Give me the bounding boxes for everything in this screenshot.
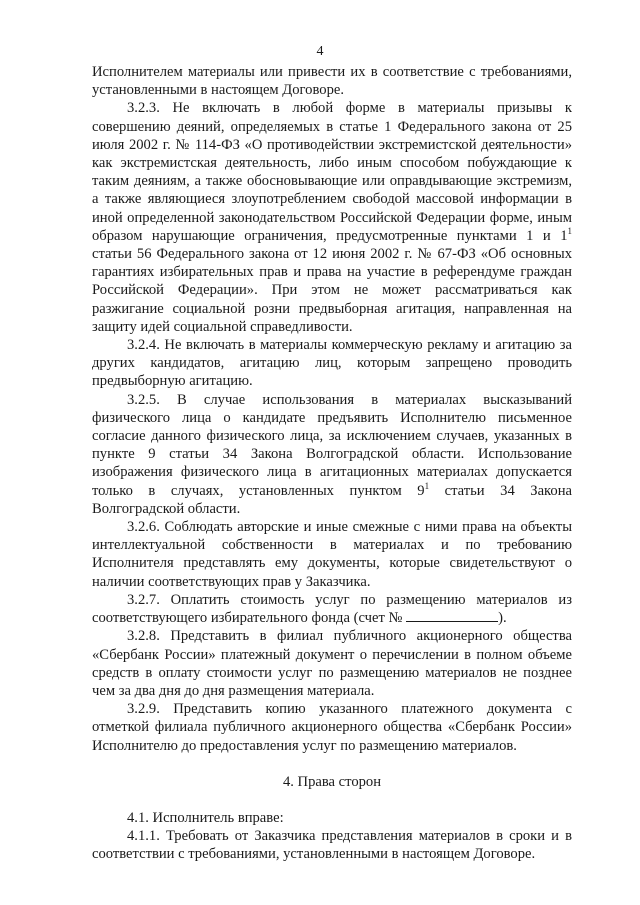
clause-text: Оплатить стоимость услуг по размещению материалов из соответствующего избирательного фонда (счет № [92,591,572,627]
clause-number: 3.2.3. [127,100,160,117]
superscript: 1 [424,480,430,491]
paragraph-3-2-9 [92,700,572,755]
clause-text: Не включать в любой форме в материалы призывы к совершению деяний, определяемых в статье 1 Федерального закона от 25 июля 2002 г. № 114-ФЗ «О противодействии экстремистской деятельности» как экстремистская деятельность, либо иным способом побуждающие к таким деяниям, а также обосновывающие или оправдывающие экстремизм, а также являющиеся злоупотреблением свободой массовой информации в иной определенной законодательством Российской Федерации форме, иным образом нарушающие ограничения, предусмотренные пунктами 1 и 1 [92,100,572,244]
clause-number: 3.2.8. [127,628,160,645]
clause-number: 3.2.7. [127,591,160,608]
paragraph-3-2-7 [92,591,572,627]
document-body [92,63,572,864]
clause-text: Соблюдать авторские и иные смежные с ними права на объекты интеллектуальной собственности в материалах и по требованию Исполнителя представлять ему документы, которые свидетельствуют о наличии соответствующих прав у Заказчика. [92,519,572,590]
clause-text: В случае использования в материалах высказываний физического лица о кандидате предъявить Исполнителю письменное согласие данного физического лица, за исключением случаев, указанных в пункте 9 статьи 34 Закона Волгоградской области. Использование изображения физического лица в агитационных материалах допускается только в случаях, установленных пунктом 9 [92,391,572,499]
paragraph-3-2-8 [92,627,572,700]
paragraph-3-2-6 [92,518,572,591]
paragraph-3-2-4 [92,336,572,391]
clause-number: 3.2.5. [127,391,160,408]
clause-text: Представить в филиал публичного акционерного общества «Сбербанк России» платежный документ о перечислении в полном объеме средств в оплату стоимости услуг по размещению материалов не позднее чем за два дня до дня размещения материала. [92,628,572,699]
clause-text: статьи 34 Закона Волгоградской области. [92,482,572,517]
spacer [92,755,572,773]
spacer [92,791,572,809]
clause-text: статьи 56 Федерального закона от 12 июня 2002 г. № 67-ФЗ «Об основных гарантиях избирательных прав и права на участие в референдуме граждан Российской Федерации». При этом не может рассматриваться как разжигание социальной розни предвыборная агитация, направленная на защиту идей социальной справедливости. [92,246,572,335]
clause-text: Представить копию указанного платежного документа с отметкой филиала публичного акционерного общества «Сбербанк России» Исполнителю до предоставления услуг по размещению материалов. [92,701,572,754]
clause-number: 3.2.4. [127,337,160,354]
clause-number: 3.2.6. [127,519,160,536]
section-heading: 4. Права сторон [282,773,382,790]
account-number-blank [406,609,498,622]
paragraph-intro: Исполнителем материалы или привести их в соответствие с требованиями, установленными в настоящем Договоре. [92,64,572,99]
paragraph-4-1: 4.1. Исполнитель вправе: [127,809,284,826]
paragraph-3-2-3 [92,99,572,336]
superscript: 1 [567,225,572,236]
clause-number: 3.2.9. [127,701,160,718]
paragraph-4-1-1: 4.1.1. Требовать от Заказчика представления материалов в сроки и в соответствии с требованиями, установленными в настоящем Договоре. [92,828,572,863]
clause-text: ). [498,610,507,627]
clause-text: Не включать в материалы коммерческую рекламу и агитацию за других кандидатов, агитацию лиц, которым запрещено проводить предвыборную агитацию. [92,337,572,390]
page-number: 4 [316,44,324,59]
paragraph-3-2-5 [92,391,572,518]
